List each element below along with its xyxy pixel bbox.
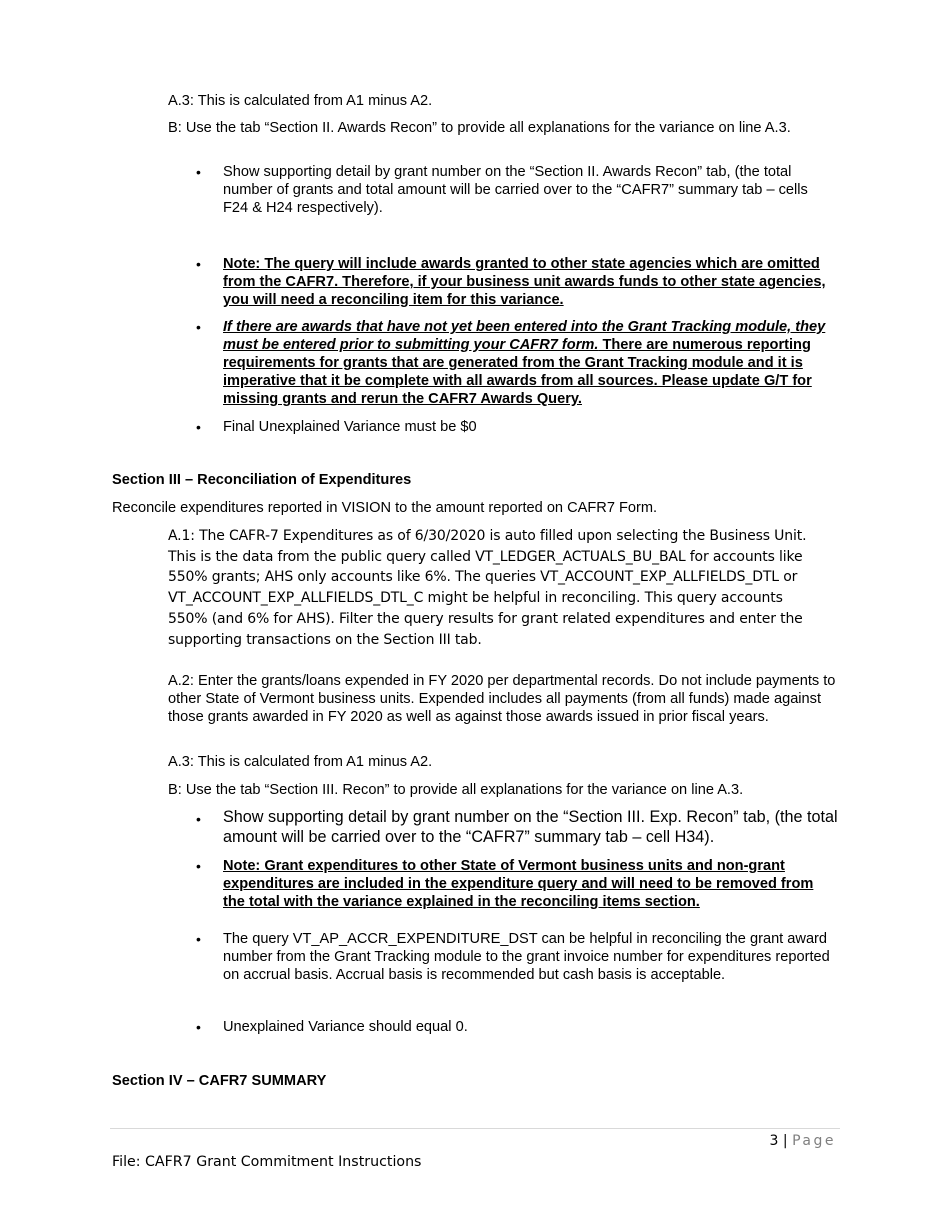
section2-bullet1: Show supporting detail by grant number on the “Section II. Awards Recon” tab, (the total number of grants and total amount will be carried over to the “CAFR7” summary tab – cells F24 & H24 respectively). xyxy=(223,164,808,216)
footer-divider xyxy=(110,1128,840,1129)
section3-a3: A.3: This is calculated from A1 minus A2. xyxy=(168,754,433,770)
section2-b: B: Use the tab “Section II. Awards Recon” to provide all explanations for the variance on line A.3. xyxy=(168,120,791,136)
bullet-glyph: • xyxy=(196,256,201,272)
bullet-glyph: • xyxy=(196,811,201,827)
section3-bullet2: Note: Grant expenditures to other State of Vermont business units and non-grant expenditures are included in the expenditure query and will need to be removed from the total with the variance explained in the reconciling items section. xyxy=(223,858,814,910)
bullet-glyph: • xyxy=(196,419,201,435)
section3-bullet3: The query VT_AP_ACCR_EXPENDITURE_DST can be helpful in reconciling the grant award number from the Grant Tracking module to the grant invoice number for expenditures reported on accrual basis. Accrual basis is recommended but cash basis is acceptable. xyxy=(223,931,830,983)
section2-bullet3 xyxy=(223,318,835,408)
section3-bullet4: Unexplained Variance should equal 0. xyxy=(223,1019,468,1035)
section2-bullet3-rest: There are numerous reporting requirements for grants that are generated from the Grant Tracking module and it is imperative that it be complete with all awards from all sources. Please update G/T for missing grants and rerun the CAFR7 Awards Query. xyxy=(223,337,812,407)
bullet-glyph: • xyxy=(196,931,201,947)
section2-bullet4: Final Unexplained Variance must be $0 xyxy=(223,419,477,435)
section2-bullet2: Note: The query will include awards granted to other state agencies which are omitted from the CAFR7. Therefore, if your business unit awards funds to other state agencies, you will need a reconciling item for this variance. xyxy=(223,256,826,308)
bullet-glyph: • xyxy=(196,164,201,180)
footer-file: File: CAFR7 Grant Commitment Instructions xyxy=(112,1154,422,1170)
section2-bullet3-italic: If there are awards that have not yet been entered into the Grant Tracking module, they must be entered prior to submitting your CAFR7 form. xyxy=(223,319,826,353)
section3-bullet1: Show supporting detail by grant number on the “Section III. Exp. Recon” tab, (the total amount will be carried over to the “CAFR7” summary tab – cell H34). xyxy=(223,808,838,846)
page-number xyxy=(770,1133,836,1149)
section4-heading: Section IV – CAFR7 SUMMARY xyxy=(112,1073,327,1089)
bullet-glyph: • xyxy=(196,319,201,335)
page-number-value: 3 xyxy=(769,1133,779,1149)
section3-a2: A.2: Enter the grants/loans expended in FY 2020 per departmental records. Do not include payments to other State of Vermont business units. Expended includes all payments (from all funds) made against those grants awarded in FY 2020 as well as against those awards issued in prior fiscal years. xyxy=(168,673,836,725)
bullet-glyph: • xyxy=(196,1019,201,1035)
bullet-glyph: • xyxy=(196,858,201,874)
section3-b: B: Use the tab “Section III. Recon” to provide all explanations for the variance on line A.3. xyxy=(168,782,744,798)
section3-a1: A.1: The CAFR-7 Expenditures as of 6/30/2020 is auto filled upon selecting the Business Unit. This is the data from the public query called VT_LEDGER_ACTUALS_BU_BAL for accounts like 550% grants; AHS only accounts like 6%. The queries VT_ACCOUNT_EXP_ALLFIELDS_DTL or VT_ACCOUNT_EXP_ALLFIELDS_DTL_C might be helpful in reconciling. This query accounts 550% (and 6% for AHS). Filter the query results for grant related expenditures and enter the supporting transactions on the Section III tab. xyxy=(168,528,807,648)
page-label: Page xyxy=(792,1133,836,1149)
page-separator: | xyxy=(782,1133,788,1149)
section3-intro: Reconcile expenditures reported in VISION to the amount reported on CAFR7 Form. xyxy=(112,500,658,516)
section2-a3: A.3: This is calculated from A1 minus A2. xyxy=(168,93,433,109)
section3-heading: Section III – Reconciliation of Expenditures xyxy=(112,472,412,488)
